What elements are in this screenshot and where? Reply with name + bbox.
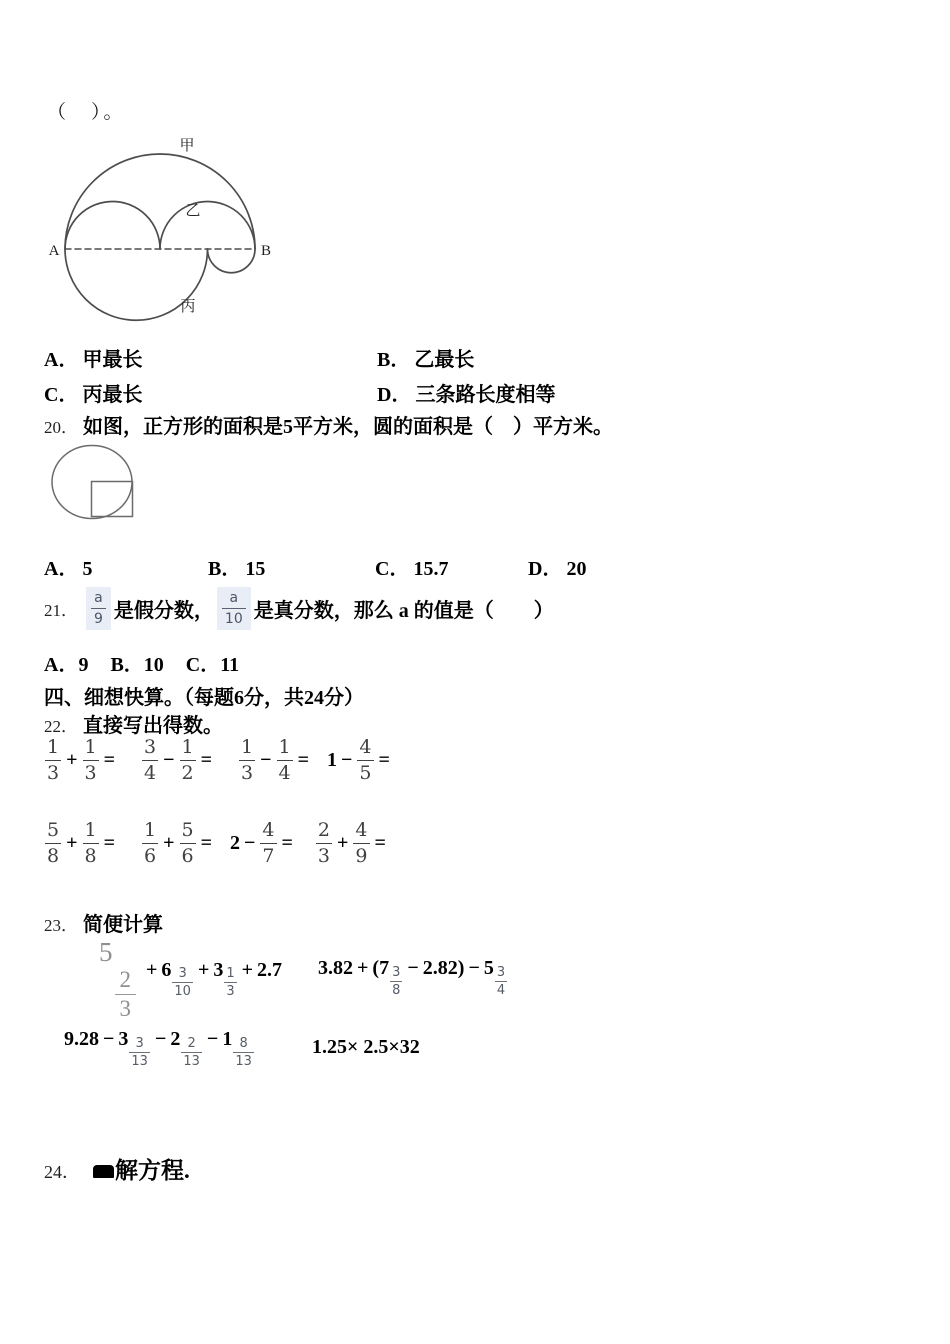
three-paths-figure (35, 133, 285, 328)
fraction-numerator: a (94, 589, 103, 606)
spacer (216, 760, 238, 761)
fraction-numerator: 5 (47, 819, 60, 841)
math-number: 2 (170, 1028, 181, 1050)
option-text: 丙最长 (82, 384, 143, 406)
math-operator: + (163, 832, 175, 854)
fraction-a-over-9 (86, 587, 111, 630)
label-jia: 甲 (179, 138, 195, 154)
math-operator: − (103, 1028, 115, 1050)
spacer (216, 843, 230, 844)
label-bing: 丙 (180, 299, 196, 315)
fraction-denominator: 6 (181, 845, 194, 867)
fraction-numerator: 3 (392, 964, 401, 980)
math-number: 2.7 (257, 958, 283, 981)
fraction (239, 738, 255, 783)
fraction-numerator: 4 (355, 819, 368, 841)
fraction-numerator: 1 (226, 966, 235, 982)
fraction-denominator: 10 (222, 608, 246, 626)
fraction (277, 738, 293, 783)
q22-question (44, 709, 223, 738)
fraction-numerator: 3 (144, 736, 157, 758)
fraction-numerator: 1 (84, 819, 97, 841)
math-operator: = (200, 832, 212, 854)
fraction-denominator: 6 (144, 845, 157, 867)
path-jia-big-semicircle (65, 154, 255, 249)
option-letter: A． (44, 349, 79, 371)
ink-blot-glyph (93, 1165, 114, 1178)
q19-option-b (377, 343, 474, 372)
option-letter: C． (44, 384, 79, 406)
option-text: 11 (220, 654, 240, 676)
option-text: 20 (566, 558, 587, 580)
fraction-numerator: 1 (181, 736, 194, 758)
fraction-numerator: 1 (144, 819, 157, 841)
path-yi-right-semicircle (160, 202, 255, 249)
fraction-denominator: 3 (226, 984, 235, 1000)
option-text: 15.7 (413, 558, 449, 580)
fraction (142, 821, 158, 866)
math-number: 3.82 (318, 957, 353, 979)
q20-option-b (208, 552, 265, 581)
fraction (45, 738, 61, 783)
question-text: 如图，正方形的面积是5平方米，圆的面积是（ ）平方米。 (83, 416, 613, 438)
fraction (142, 738, 158, 783)
fraction-numerator: 1 (84, 736, 97, 758)
option-text: 15 (245, 558, 266, 580)
circle-square-figure (48, 443, 143, 523)
math-operator: − (244, 832, 256, 854)
option-letter: D． (377, 384, 412, 406)
math-number: 1 (327, 749, 337, 771)
path-bing-small-semicircle (208, 249, 256, 273)
math-operator: + (66, 832, 78, 854)
fraction (115, 968, 137, 1021)
fraction-denominator: 9 (355, 845, 368, 867)
math-operator: + (357, 957, 369, 979)
fraction (316, 821, 332, 866)
square-shape (92, 482, 133, 517)
math-operator: − (260, 749, 272, 771)
math-operator: = (281, 832, 293, 854)
math-operator: − (154, 1028, 167, 1050)
fraction-denominator: 5 (359, 762, 372, 784)
fraction-numerator: 4 (359, 736, 372, 758)
math-operator: = (374, 832, 386, 854)
fraction (180, 738, 196, 783)
q23-expression-2 (318, 957, 508, 997)
option-letter: B． (208, 558, 242, 580)
fraction-numerator: a (229, 589, 239, 606)
spacer (119, 760, 141, 761)
option-letter: B． (110, 654, 144, 676)
fraction-numerator: 5 (181, 819, 194, 841)
fraction (45, 821, 61, 866)
fraction (83, 821, 99, 866)
option-letter: B． (377, 349, 411, 371)
math-number-large: 5 (99, 937, 113, 967)
fraction (224, 967, 236, 998)
math-number: 2.82) (422, 957, 465, 979)
q23-question (44, 908, 163, 937)
fraction (181, 1037, 202, 1068)
math-operator: + (66, 749, 78, 771)
option-text: 10 (143, 654, 164, 676)
q21-option-a (44, 648, 88, 677)
fraction (390, 966, 402, 997)
fraction-numerator: 1 (241, 736, 254, 758)
math-operator: + (197, 958, 210, 981)
label-yi: 乙 (185, 203, 201, 219)
math-operator: − (407, 957, 419, 979)
math-number: 5 (483, 957, 494, 979)
fraction (353, 821, 369, 866)
q21-option-c (186, 648, 239, 677)
math-number: 1 (222, 1028, 233, 1050)
math-number: (7 (372, 957, 390, 979)
q22-math-row-1 (44, 738, 394, 783)
fraction (129, 1037, 150, 1068)
question-number: 24． (44, 1162, 80, 1182)
fraction-numerator: 4 (262, 819, 275, 841)
math-number: 1.25× 2.5×32 (312, 1036, 420, 1058)
spacer (119, 843, 141, 844)
math-operator: + (241, 958, 254, 981)
q20-question (44, 410, 613, 439)
fraction-denominator: 3 (84, 762, 97, 784)
question-text: 是真分数，那么 a 的值是（ ） (253, 599, 554, 622)
blank-answer-parens: （ ）。 (47, 102, 126, 123)
fraction-denominator: 9 (91, 608, 106, 626)
option-letter: A． (44, 558, 79, 580)
question-number: 21． (44, 600, 78, 620)
q23-expression-3 (64, 1028, 255, 1068)
option-text: 甲最长 (82, 349, 143, 371)
spacer (313, 760, 327, 761)
q21-question (44, 584, 554, 632)
math-operator: = (103, 749, 115, 771)
fraction-denominator: 10 (174, 984, 191, 1000)
fraction-denominator: 3 (317, 845, 330, 867)
fraction (172, 967, 193, 998)
q20-option-d (528, 552, 586, 581)
fraction-denominator: 13 (183, 1053, 200, 1069)
math-operator: = (378, 749, 390, 771)
label-point-b: B (260, 243, 272, 259)
path-yi-left-semicircle (65, 202, 160, 250)
spacer (297, 843, 315, 844)
question-text: 直接写出得数。 (83, 715, 223, 737)
fraction-numerator: 1 (47, 736, 60, 758)
q20-option-a (44, 552, 92, 581)
fraction-numerator: 2 (187, 1035, 196, 1051)
math-operator: − (163, 749, 175, 771)
q23-expression-1 (99, 937, 282, 1022)
fraction (180, 821, 196, 866)
math-operator: + (146, 958, 158, 981)
option-letter: C． (375, 558, 410, 580)
fraction-denominator: 3 (115, 994, 137, 1021)
fraction (357, 738, 373, 783)
math-number: 6 (161, 958, 172, 981)
math-operator: − (341, 749, 353, 771)
fraction-denominator: 8 (392, 982, 401, 998)
option-text: 乙最长 (414, 349, 475, 371)
fraction-denominator: 4 (496, 982, 506, 998)
fraction-numerator: 2 (317, 819, 330, 841)
q24-question (44, 1152, 190, 1185)
question-number: 22． (44, 717, 78, 736)
section-four-heading: 四、细想快算。（每题6分，共24分） (44, 687, 364, 709)
fraction-numerator: 1 (278, 736, 291, 758)
math-operator: − (206, 1028, 219, 1050)
option-text: 5 (82, 558, 93, 580)
fraction-numerator: 8 (239, 1035, 248, 1051)
math-operator: = (200, 749, 212, 771)
math-operator: − (468, 957, 480, 979)
fraction-denominator: 3 (47, 762, 60, 784)
q21-options (44, 648, 239, 677)
option-letter: C． (185, 654, 221, 676)
fraction-denominator: 7 (262, 845, 275, 867)
fraction-denominator: 4 (144, 762, 157, 784)
question-text: 是假分数， (113, 599, 214, 622)
q19-option-a (44, 343, 142, 372)
fraction (233, 1037, 254, 1068)
option-text: 9 (78, 654, 89, 676)
fraction-numerator: 3 (496, 964, 506, 980)
math-operator: + (337, 832, 349, 854)
q22-math-row-2 (44, 821, 390, 866)
fraction-denominator: 13 (235, 1053, 252, 1069)
fraction-denominator: 8 (84, 845, 97, 867)
question-text: 解方程. (115, 1158, 190, 1183)
question-number: 20． (44, 418, 78, 437)
math-operator: = (103, 832, 115, 854)
math-number: 3 (213, 958, 224, 981)
fraction-numerator: 3 (135, 1035, 144, 1051)
fraction-numerator: 3 (178, 966, 187, 982)
fraction-denominator: 3 (241, 762, 254, 784)
q19-option-c (44, 378, 142, 407)
label-point-a: A (48, 243, 60, 259)
option-letter: A． (44, 654, 79, 676)
fraction-denominator: 8 (47, 845, 60, 867)
q20-option-c (375, 552, 448, 581)
fraction-a-over-10 (217, 587, 251, 630)
math-number: 9.28 (64, 1028, 99, 1050)
question-text: 简便计算 (83, 914, 163, 936)
fraction-denominator: 4 (278, 762, 291, 784)
fraction (260, 821, 276, 866)
q21-option-b (110, 648, 163, 677)
option-letter: D． (528, 558, 563, 580)
math-number: 2 (230, 832, 240, 854)
fraction-numerator: 2 (119, 967, 131, 993)
math-operator: = (297, 749, 309, 771)
fraction (83, 738, 99, 783)
q23-expression-4 (312, 1036, 420, 1059)
q19-option-d (377, 378, 555, 407)
question-number: 23． (44, 916, 78, 935)
fraction-denominator: 13 (131, 1053, 148, 1069)
option-text: 三条路长度相等 (415, 384, 556, 406)
fraction (495, 966, 507, 997)
fraction-denominator: 2 (181, 762, 194, 784)
math-number: 3 (118, 1028, 129, 1050)
